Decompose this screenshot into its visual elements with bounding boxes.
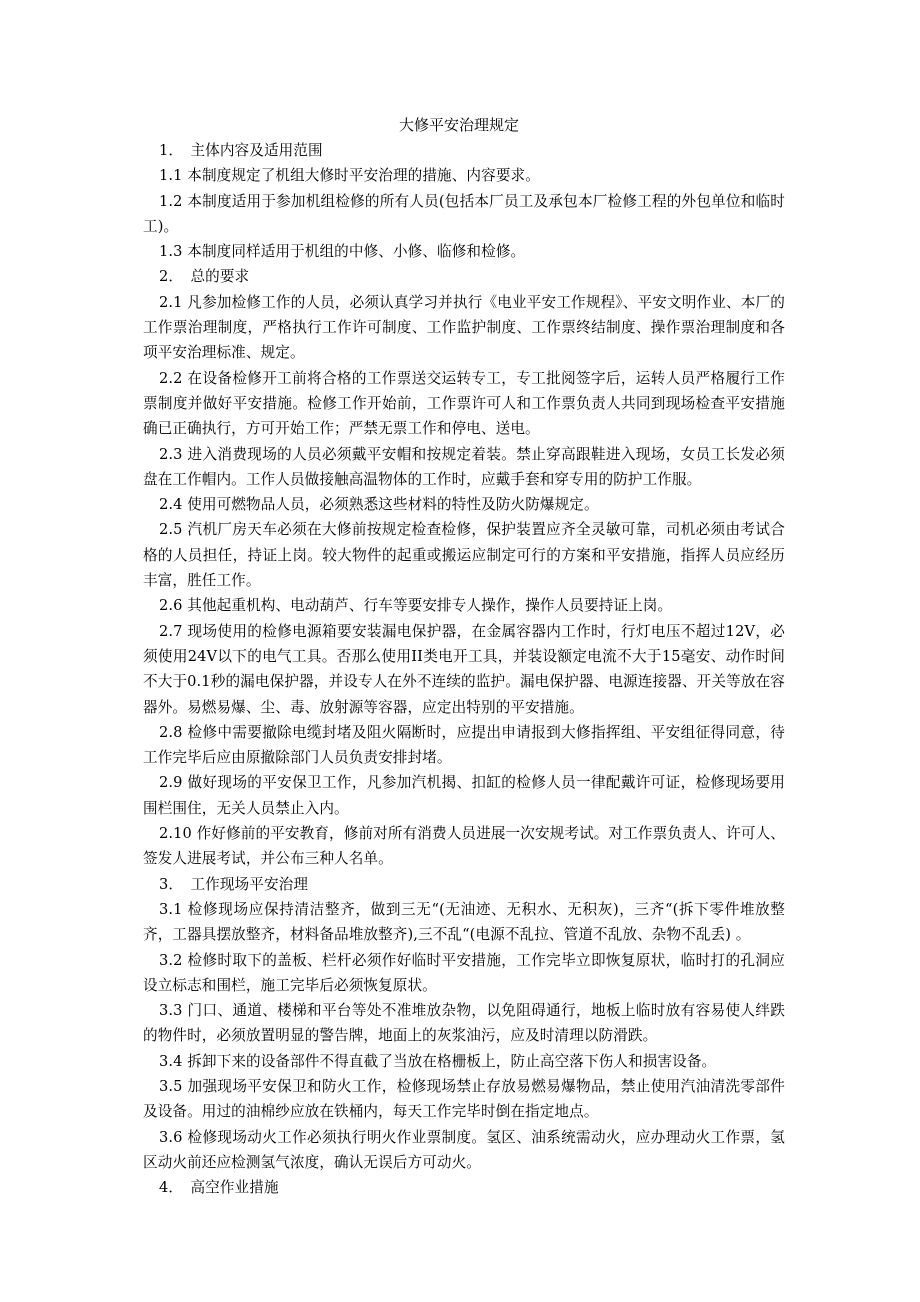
paragraph-3-6: 3.6 检修现场动火工作必须执行明火作业票制度。氢区、油系统需动火，应办理动火工作票，氢区动火前还应检测氢气浓度，确认无误后方可动火。 — [143, 1128, 785, 1171]
paragraph-2-6: 2.6 其他起重机构、电动葫芦、行车等要安排专人操作，操作人员要持证上岗。 — [159, 597, 673, 615]
paragraph-1-3: 1.3 本制度同样适用于机组的中修、小修、临修和检修。 — [159, 243, 526, 261]
section-heading-3: 3． 工作现场平安治理 — [159, 875, 309, 893]
paragraph-3-3: 3.3 门口、通道、楼梯和平台等处不准堆放杂物，以免阻碍通行，地板上临时放有容易使人绊跌的物件时，必须放置明显的警告牌，地面上的灰浆油污，应及时清理以防滑跌。 — [143, 1002, 785, 1045]
section-heading-1: 1． 主体内容及适用范围 — [159, 142, 323, 159]
paragraph-2-10: 2.10 作好修前的平安教育，修前对所有消费人员进展一次安规考试。对工作票负责人、许可人、签发人进展考试，并公布三种人名单。 — [143, 825, 785, 868]
paragraph-2-3: 2.3 进入消费现场的人员必须戴平安帽和按规定着装。禁止穿高跟鞋进入现场，女员工长发必须盘在工作帽内。工作人员做接触高温物体的工作时，应戴手套和穿专用的防护工作服。 — [143, 445, 785, 488]
paragraph-1-1: 1.1 本制度规定了机组大修时平安治理的措施、内容要求。 — [159, 167, 540, 185]
paragraph-2-8: 2.8 检修中需要撤除电缆封堵及阻火隔断时，应提出申请报到大修指挥组、平安组征得同意，待工作完毕后应由原撤除部门人员负责安排封堵。 — [143, 723, 785, 767]
paragraph-2-4: 2.4 使用可燃物品人员，必须熟悉这些材料的特性及防火防爆规定。 — [159, 496, 599, 514]
document-title: 大修平安治理规定 — [398, 116, 519, 134]
paragraph-3-5: 3.5 加强现场平安保卫和防火工作，检修现场禁止存放易燃易爆物品，禁止使用汽油清洗零部件及设备。用过的油棉纱应放在铁桶内，每天工作完毕时倒在指定地点。 — [143, 1077, 785, 1121]
paragraph-2-9: 2.9 做好现场的平安保卫工作，凡参加汽机揭、扣缸的检修人员一律配戴许可证，检修现场要用围栏围住，无关人员禁止入内。 — [143, 774, 785, 817]
paragraph-2-7: 2.7 现场使用的检修电源箱要安装漏电保护器，在金属容器内工作时，行灯电压不超过12V，必须使用24V以下的电气工具。否那么使用II类电开工具，并装设额定电流不大于15毫安、动作时间不大于0.1秒的漏电保护器，并设专人在外不连续的监护。漏电保护器、电源连接器、开关等放在容器外。易燃易爆、尘、毒、放射源等容器，应定出特别的平安措施。 — [143, 622, 785, 716]
paragraph-2-5: 2.5 汽机厂房天车必须在大修前按规定检查检修，保护装置应齐全灵敏可靠，司机必须由考试合格的人员担任，持证上岗。较大物件的起重或搬运应制定可行的方案和平安措施，指挥人员应经历丰富，胜任工作。 — [143, 521, 785, 590]
paragraph-2-1: 2.1 凡参加检修工作的人员，必须认真学习并执行《电业平安工作规程》、平安文明作业、本厂的工作票治理制度，严格执行工作许可制度、工作监护制度、工作票终结制度、操作票治理制度和各项平安治理标准、规定。 — [143, 293, 785, 362]
section-heading-2: 2． 总的要求 — [159, 268, 250, 286]
paragraph-2-2: 2.2 在设备检修开工前将合格的工作票送交运转专工，专工批阅签字后，运转人员严格履行工作票制度并做好平安措施。检修工作开始前，工作票许可人和工作票负责人共同到现场检查平安措施确已正确执行，方可开始工作；严禁无票工作和停电、送电。 — [143, 369, 785, 438]
paragraph-3-4: 3.4 拆卸下来的设备部件不得直截了当放在格栅板上，防止高空落下伤人和损害设备。 — [159, 1052, 717, 1070]
section-heading-4: 4． 高空作业措施 — [159, 1179, 279, 1197]
paragraph-3-2: 3.2 检修时取下的盖板、栏杆必须作好临时平安措施，工作完毕立即恢复原状，临时打的孔洞应设立标志和围栏，施工完毕后必须恢复原状。 — [143, 951, 785, 994]
paragraph-1-2: 1.2 本制度适用于参加机组检修的所有人员(包括本厂员工及承包本厂检修工程的外包单位和临时工)。 — [143, 192, 785, 235]
paragraph-3-1: 3.1 检修现场应保持清洁整齐，做到三无“(无油迹、无积水、无积灰)，三齐“(拆下零件堆放整齐，工器具摆放整齐，材料备品堆放整齐),三不乱“(电源不乱拉、管道不乱放、杂物不乱丢) 。 — [143, 900, 785, 944]
